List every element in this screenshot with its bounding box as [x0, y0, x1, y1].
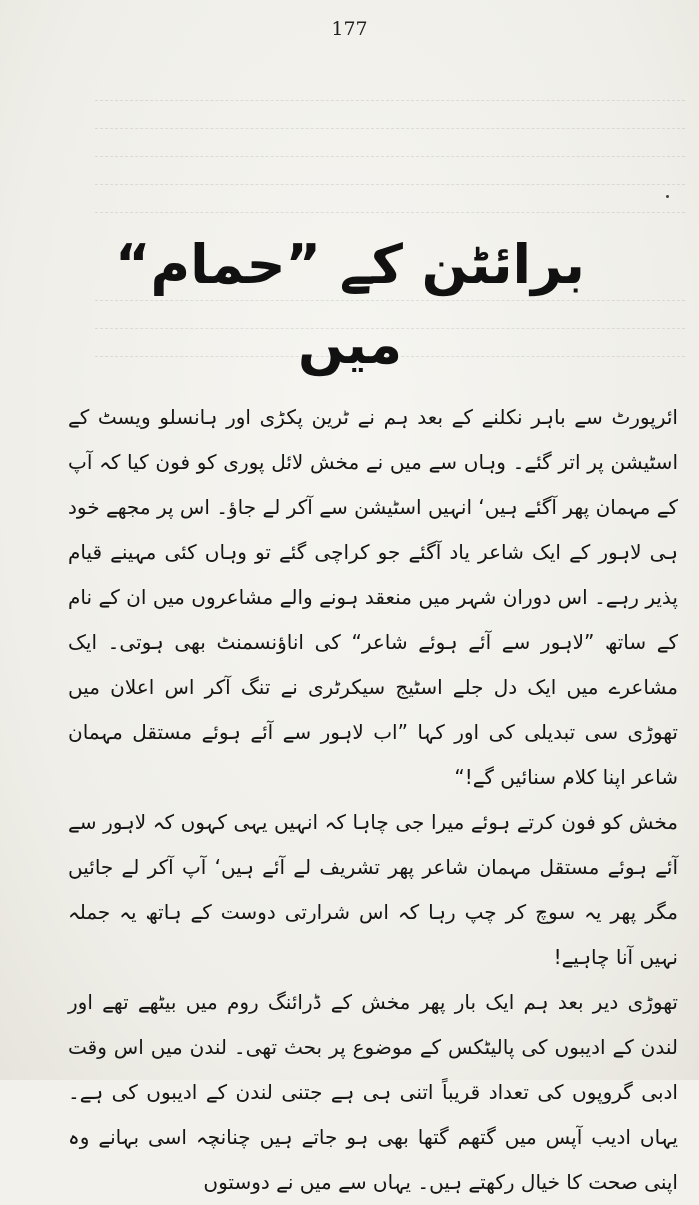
- show-through-line: [95, 156, 685, 158]
- paragraph: تھوڑی دیر بعد ہم ایک بار پھر مخش کے ڈرائنگ روم میں بیٹھے تھے اور لندن کے ادیبوں کی پالیٹکس کے موضوع پر بحث تھی۔ لندن میں اس وقت ادبی گروپوں کی تعداد قریباً اتنی ہی ہے جتنی لندن کے ادیبوں کی ہے۔ یہاں ادیب آپس میں گتھم گتھا بھی ہو جاتے ہیں چنانچہ اسی بہانے وہ اپنی صحت کا خیال رکھتے ہیں۔ یہاں سے میں نے دوستوں: [68, 990, 678, 1194]
- page-number: 177: [331, 18, 368, 40]
- paragraph: مخش کو فون کرتے ہوئے میرا جی چاہا کہ انہیں یہی کہوں کہ لاہور سے آئے ہوئے مستقل مہمان شاعر پھر تشریف لے آئے ہیں‘ آپ آکر لے جائیں مگر پھر یہ سوچ کر چپ رہا کہ اس شرارتی دوست کے ہاتھ یہ جملہ نہیں آنا چاہیے!: [68, 810, 678, 969]
- paragraph: ائرپورٹ سے باہر نکلنے کے بعد ہم نے ٹرین پکڑی اور ہانسلو ویسٹ کے اسٹیشن پر اتر گئے۔ وہاں سے میں نے مخش لائل پوری کو فون کیا کہ آپ کے مہمان پھر آگئے ہیں‘ انہیں اسٹیشن سے آکر لے جاؤ۔ اس پر مجھے خود ہی لاہور کے ایک شاعر یاد آگئے جو کراچی گئے تو وہاں کئی مہینے قیام پذیر رہے۔ اس دوران شہر میں منعقد ہونے والے مشاعروں میں ان کے نام کے ساتھ ”لاہور سے آئے ہوئے شاعر“ کی اناؤنسمنٹ بھی ہوتی۔ ایک مشاعرے میں ایک دل جلے اسٹیج سیکرٹری نے تنگ آکر اس اعلان میں تھوڑی سی تبدیلی کی اور کہا ”اب لاہور سے آئے ہوئے مستقل مہمان شاعر اپنا کلام سنائیں گے!“: [68, 405, 678, 789]
- body-text: [68, 395, 678, 1194]
- show-through-line: [95, 212, 685, 214]
- show-through-line: [95, 184, 685, 186]
- show-through-line: [95, 128, 685, 130]
- ink-speck: [666, 195, 669, 198]
- show-through-line: [95, 100, 685, 102]
- chapter-title: برائٹن کے ”حمام“ میں: [115, 233, 585, 376]
